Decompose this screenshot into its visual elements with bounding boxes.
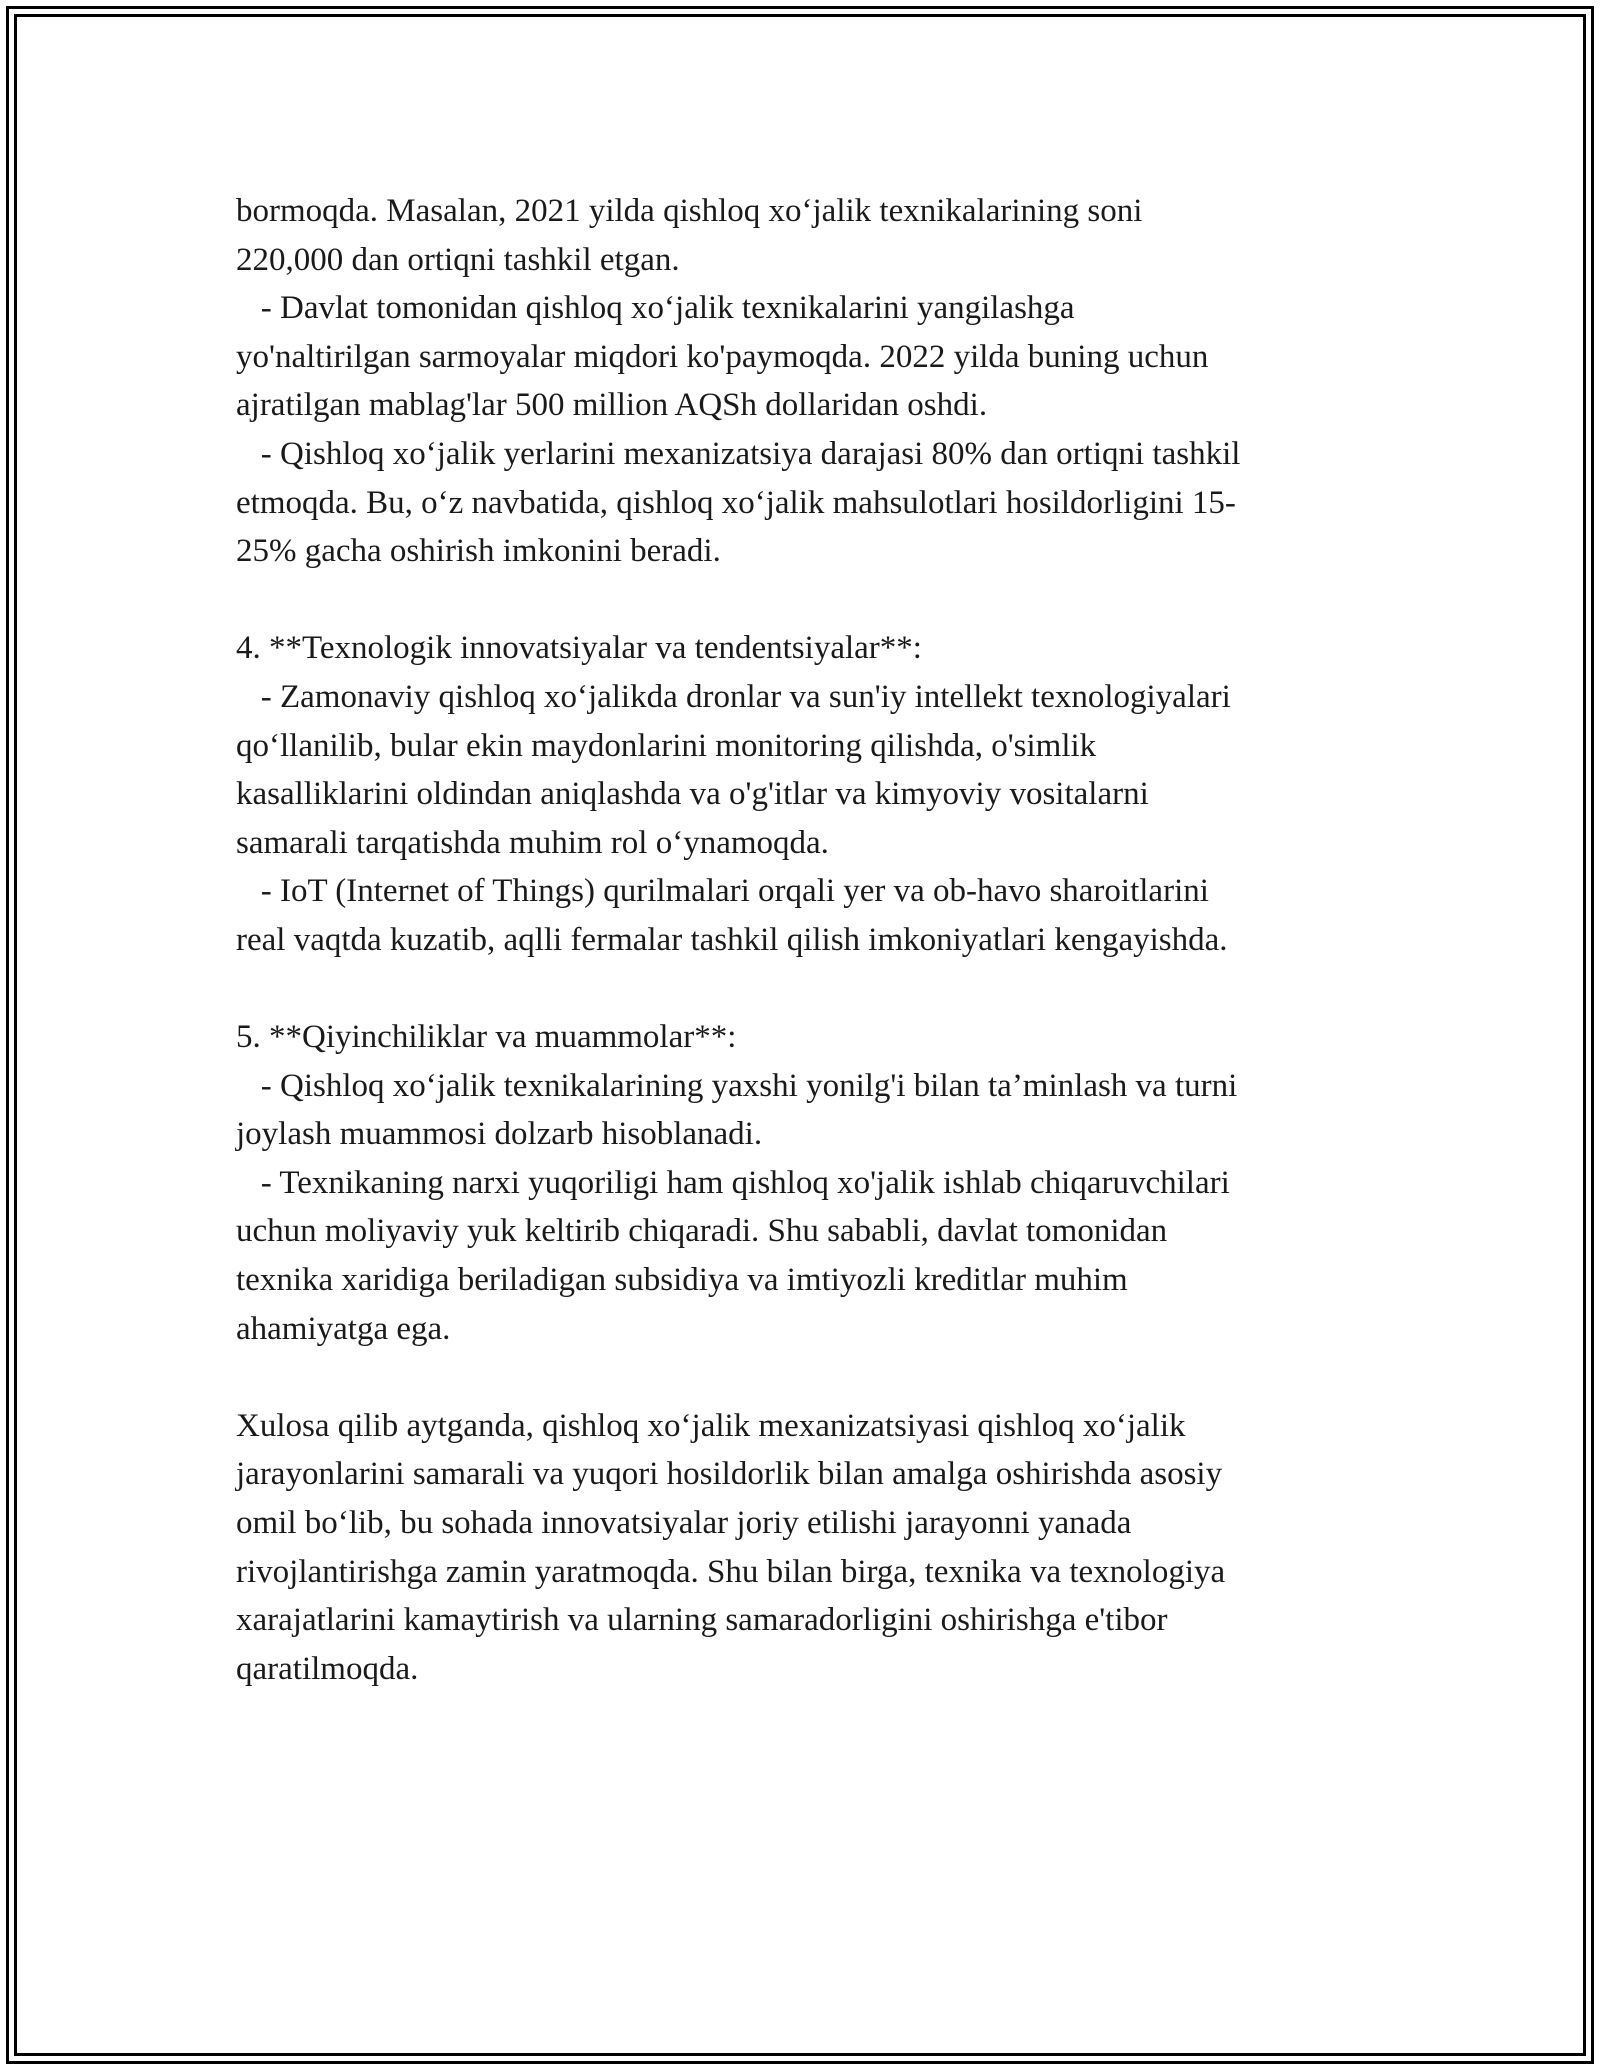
text-line: omil bo‘lib, bu sohada innovatsiyalar joriy etilishi jarayonni yanada — [236, 1505, 1132, 1542]
text-line: joylash muammosi dolzarb hisoblanadi. — [236, 1116, 763, 1153]
text-line: qaratilmoqda. — [236, 1650, 419, 1687]
text-line: - Zamonaviy qishloq xo‘jalikda dronlar va sun'iy intellekt texnologiyalari — [236, 678, 1231, 715]
text-line: real vaqtda kuzatib, aqlli fermalar tashkil qilish imkoniyatlari kengayishda. — [236, 921, 1228, 958]
text-line: 25% gacha oshirish imkonini beradi. — [236, 533, 721, 570]
text-line: - Qishloq xo‘jalik texnikalarining yaxshi yonilg'i bilan ta’minlash va turni — [236, 1067, 1238, 1104]
section-5 — [236, 1013, 1366, 1353]
text-line: - IoT (Internet of Things) qurilmalari orqali yer va ob-havo sharoitlarini — [236, 873, 1209, 910]
text-line: jarayonlarini samarali va yuqori hosildorlik bilan amalga oshirishda asosiy — [236, 1456, 1223, 1493]
text-line: qo‘llanilib, bular ekin maydonlarini monitoring qilishda, o'simlik — [236, 727, 1097, 764]
text-line: uchun moliyaviy yuk keltirib chiqaradi. Shu sababli, davlat tomonidan — [236, 1213, 1168, 1250]
intro-paragraph — [236, 187, 1366, 576]
section-heading: 5. **Qiyinchiliklar va muammolar**: — [236, 1019, 737, 1056]
text-line: yo'naltirilgan sarmoyalar miqdori ko'paymoqda. 2022 yilda buning uchun — [236, 338, 1209, 375]
text-line: Xulosa qilib aytganda, qishloq xo‘jalik mexanizatsiyasi qishloq xo‘jalik — [236, 1407, 1186, 1444]
text-line: - Qishloq xo‘jalik yerlarini mexanizatsiya darajasi 80% dan ortiqni tashkil — [236, 435, 1241, 472]
paragraph-gap — [236, 576, 1366, 625]
text-line: ajratilgan mablag'lar 500 million AQSh dollaridan oshdi. — [236, 387, 988, 424]
text-line: - Texnikaning narxi yuqoriligi ham qishloq xo'jalik ishlab chiqaruvchilari — [236, 1164, 1230, 1201]
conclusion-paragraph — [236, 1402, 1366, 1694]
text-line: - Davlat tomonidan qishloq xo‘jalik texnikalarini yangilashga — [236, 290, 1075, 327]
text-line: texnika xaridiga beriladigan subsidiya va imtiyozli kreditlar muhim — [236, 1262, 1128, 1299]
text-line: kasalliklarini oldindan aniqlashda va o'g'itlar va kimyoviy vositalarni — [236, 776, 1149, 813]
paragraph-gap — [236, 965, 1366, 1014]
text-line: rivojlantirishga zamin yaratmoqda. Shu bilan birga, texnika va texnologiya — [236, 1553, 1226, 1590]
document-body — [236, 187, 1366, 1693]
text-line: bormoqda. Masalan, 2021 yilda qishloq xo‘jalik texnikalarining soni — [236, 193, 1143, 229]
section-4 — [236, 624, 1366, 964]
text-line: samarali tarqatishda muhim rol o‘ynamoqda. — [236, 824, 829, 861]
paragraph-gap — [236, 1353, 1366, 1402]
text-line: xarajatlarini kamaytirish va ularning samaradorligini oshirishga e'tibor — [236, 1602, 1168, 1639]
text-line: 220,000 dan ortiqni tashkil etgan. — [236, 241, 680, 278]
text-line: ahamiyatga ega. — [236, 1310, 451, 1347]
section-heading: 4. **Texnologik innovatsiyalar va tendentsiyalar**: — [236, 630, 922, 667]
text-line: etmoqda. Bu, o‘z navbatida, qishloq xo‘jalik mahsulotlari hosildorligini 15- — [236, 484, 1236, 521]
